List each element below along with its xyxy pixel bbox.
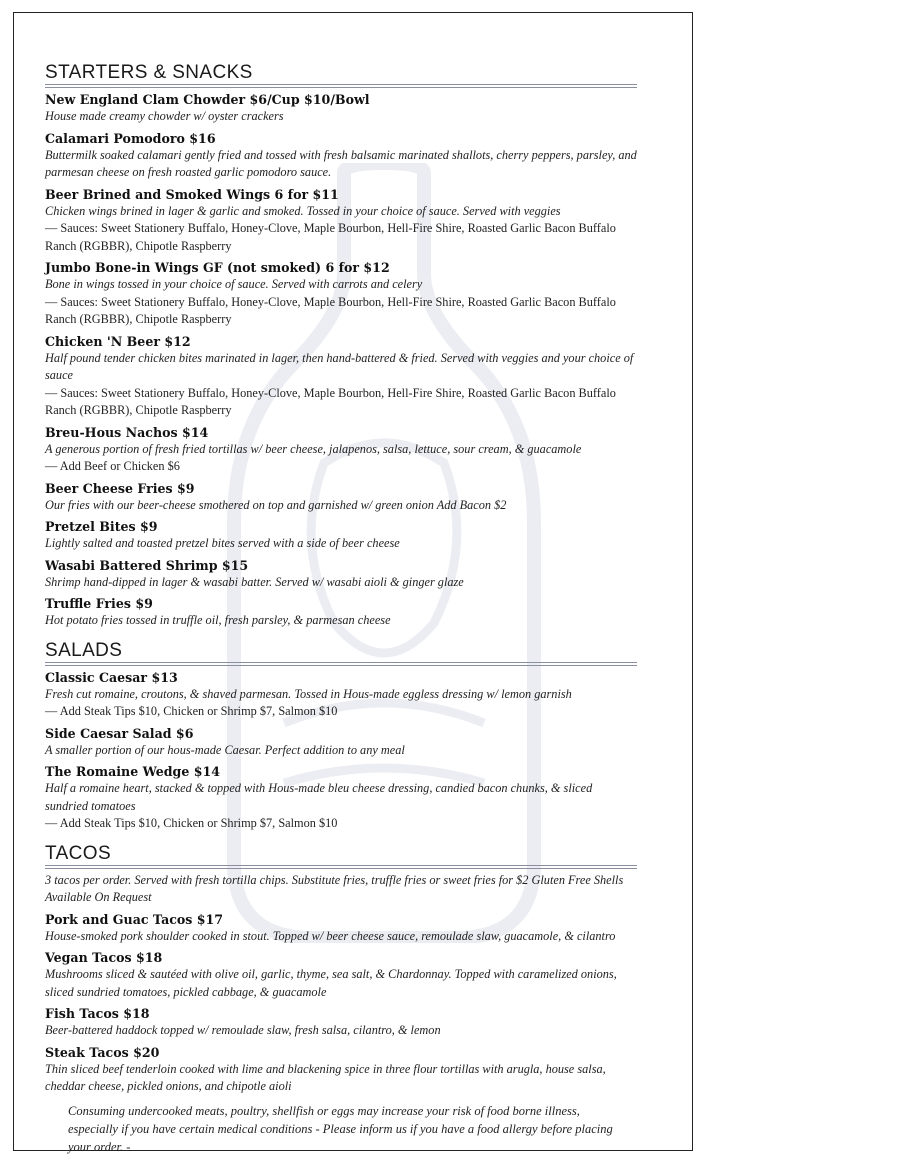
item-name: Classic Caesar $13	[45, 669, 178, 685]
item-name: Vegan Tacos $18	[45, 950, 163, 965]
section-starters	[45, 62, 637, 630]
menu-item	[45, 424, 637, 476]
menu-item	[45, 480, 637, 515]
item-name: Wasabi Battered Shrimp $15	[45, 557, 249, 573]
menu-item	[45, 949, 637, 1001]
item-name: Breu-Hous Nachos $14	[45, 424, 209, 440]
section-divider	[45, 865, 637, 869]
item-description: Lightly salted and toasted pretzel bites served with a side of beer cheese	[45, 536, 400, 550]
section-title: TACOS	[45, 842, 112, 864]
section-title: SALADS	[45, 639, 123, 661]
menu-item	[45, 557, 637, 592]
item-description: Fresh cut romaine, croutons, & shaved parmesan. Tossed in Hous-made eggless dressing w/ lemon garnish	[45, 686, 572, 701]
item-name: New England Clam Chowder $6/Cup $10/Bowl	[45, 92, 370, 107]
item-description: Hot potato fries tossed in truffle oil, fresh parsley, & parmesan cheese	[45, 613, 391, 627]
item-addon: — Add Steak Tips $10, Chicken or Shrimp $7, Salmon $10	[45, 704, 338, 718]
item-description: A smaller portion of our hous-made Caesar. Perfect addition to any meal	[45, 742, 405, 757]
item-name: Beer Brined and Smoked Wings 6 for $11	[45, 186, 339, 202]
item-description: Chicken wings brined in lager & garlic and smoked. Tossed in your choice of sauce. Served with veggies	[45, 203, 561, 218]
item-description: Half a romaine heart, stacked & topped with Hous-made bleu cheese dressing, candied bacon chunks, & sliced sundried tomatoes	[45, 781, 593, 813]
item-name: Truffle Fries $9	[45, 596, 153, 611]
section-divider	[45, 84, 637, 88]
item-addon: — Add Steak Tips $10, Chicken or Shrimp $7, Salmon $10	[45, 816, 338, 830]
menu-item	[45, 186, 637, 256]
item-sauces: — Sauces: Sweet Stationery Buffalo, Honey-Clove, Maple Bourbon, Hell-Fire Shire, Roasted Garlic Bacon Buffalo Ranch (RGBBR), Chipotle Raspberry	[45, 385, 616, 417]
menu-item	[45, 518, 637, 553]
menu-item	[45, 669, 637, 721]
item-name: Fish Tacos $18	[45, 1006, 150, 1021]
item-description: Mushrooms sliced & sautéed with olive oil, garlic, thyme, sea salt, & Chardonnay. Topped with caramelized onions, sliced sundried tomatoes, pickled cabbage, & guacamole	[45, 967, 617, 999]
menu-item	[45, 259, 637, 329]
item-name: The Romaine Wedge $14	[45, 764, 221, 779]
menu-item	[45, 763, 637, 833]
item-description: Our fries with our beer-cheese smothered on top and garnished w/ green onion Add Bacon $2	[45, 497, 507, 512]
menu-item	[45, 91, 637, 126]
item-description: Half pound tender chicken bites marinated in lager, then hand-battered & fried. Served with veggies and your choice of sauce	[45, 350, 634, 382]
item-sauces: — Sauces: Sweet Stationery Buffalo, Honey-Clove, Maple Bourbon, Hell-Fire Shire, Roasted Garlic Bacon Buffalo Ranch (RGBBR), Chipotle Raspberry	[45, 294, 616, 326]
menu-item	[45, 333, 637, 420]
item-name: Pork and Guac Tacos $17	[45, 911, 224, 927]
item-description: House-smoked pork shoulder cooked in stout. Topped w/ beer cheese sauce, remoulade slaw, guacamole, & cilantro	[45, 928, 616, 943]
item-description: House made creamy chowder w/ oyster crackers	[45, 109, 284, 123]
section-tacos	[45, 843, 637, 1096]
item-description: Thin sliced beef tenderloin cooked with lime and blackening spice in three flour tortillas with arugla, house salsa, cheddar cheese, pickled onions, and chipotle aioli	[45, 1061, 606, 1093]
item-name: Jumbo Bone-in Wings GF (not smoked) 6 for $12	[45, 260, 390, 275]
section-salads	[45, 640, 637, 833]
menu-item	[45, 911, 637, 946]
item-name: Side Caesar Salad $6	[45, 725, 194, 741]
item-description: Shrimp hand-dipped in lager & wasabi batter. Served w/ wasabi aioli & ginger glaze	[45, 574, 464, 589]
menu-item	[45, 725, 637, 760]
section-note: 3 tacos per order. Served with fresh tortilla chips. Substitute fries, truffle fries or sweet fries for $2 Gluten Free Shells Available On Request	[45, 872, 624, 904]
item-description: Bone in wings tossed in your choice of sauce. Served with carrots and celery	[45, 277, 423, 291]
menu-item	[45, 130, 637, 182]
section-divider	[45, 662, 637, 666]
item-description: A generous portion of fresh fried tortillas w/ beer cheese, jalapenos, salsa, lettuce, sour cream, & guacamole	[45, 441, 582, 456]
item-name: Calamari Pomodoro $16	[45, 130, 216, 146]
item-name: Chicken 'N Beer $12	[45, 333, 191, 349]
item-name: Beer Cheese Fries $9	[45, 480, 195, 496]
menu-item	[45, 595, 637, 630]
section-title: STARTERS & SNACKS	[45, 62, 253, 83]
item-sauces: — Sauces: Sweet Stationery Buffalo, Honey-Clove, Maple Bourbon, Hell-Fire Shire, Roasted Garlic Bacon Buffalo Ranch (RGBBR), Chipotle Raspberry	[45, 221, 616, 253]
menu-item	[45, 1044, 637, 1096]
item-name: Steak Tacos $20	[45, 1044, 160, 1060]
menu-item	[45, 1005, 637, 1040]
item-addon: — Add Beef or Chicken $6	[45, 459, 180, 473]
item-name: Pretzel Bites $9	[45, 519, 158, 534]
item-description: Beer-battered haddock topped w/ remoulade slaw, fresh salsa, cilantro, & lemon	[45, 1023, 441, 1037]
allergy-disclaimer: Consuming undercooked meats, poultry, shellfish or eggs may increase your risk of food borne illness, especially if you have certain medical conditions - Please inform us if you have a food allergy before placing your order. -	[68, 1104, 613, 1154]
menu-content	[45, 62, 637, 1100]
item-description: Buttermilk soaked calamari gently fried and tossed with fresh balsamic marinated shallots, cherry peppers, parsley, and parmesan cheese on fresh roasted garlic pomodoro sauce.	[45, 147, 637, 179]
